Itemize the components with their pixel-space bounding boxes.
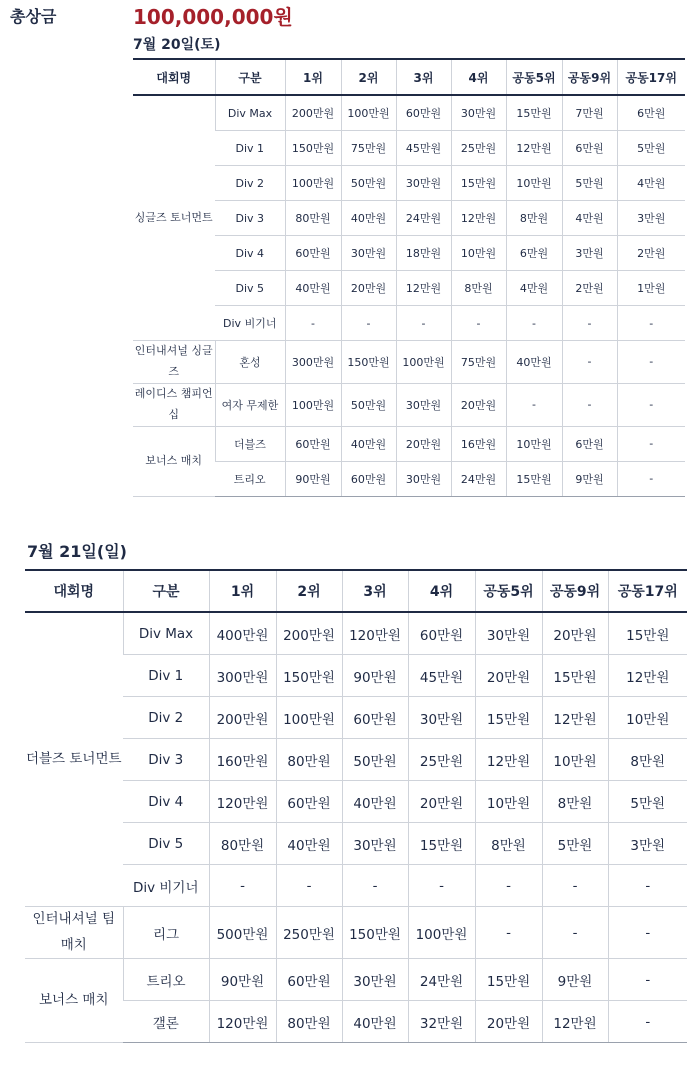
prize-cell: - xyxy=(408,865,475,907)
prize-cell: 300만원 xyxy=(209,655,276,697)
prize-cell: 15만원 xyxy=(608,612,687,655)
prize-cell: 80만원 xyxy=(285,201,341,236)
prize-cell: 15만원 xyxy=(506,95,562,131)
prize-cell: 200만원 xyxy=(285,95,341,131)
prize-cell: 100만원 xyxy=(285,166,341,201)
column-header: 2위 xyxy=(276,570,342,612)
column-header: 공동9위 xyxy=(542,570,608,612)
prize-cell: 10만원 xyxy=(542,739,608,781)
prize-cell: 100만원 xyxy=(396,341,451,384)
prize-cell: 20만원 xyxy=(408,781,475,823)
division-cell: Div 3 xyxy=(123,739,209,781)
prize-cell: 3만원 xyxy=(562,236,617,271)
prize-cell: 75만원 xyxy=(451,341,506,384)
prize-cell: 5만원 xyxy=(617,131,685,166)
prize-cell: 4만원 xyxy=(617,166,685,201)
prize-cell: - xyxy=(506,383,562,426)
prize-cell: 15만원 xyxy=(475,697,542,739)
day1-prize-table xyxy=(133,58,685,497)
prize-cell: - xyxy=(617,341,685,384)
column-header: 2위 xyxy=(341,59,396,95)
prize-cell: 8만원 xyxy=(506,201,562,236)
prize-cell: 2만원 xyxy=(562,271,617,306)
table-row xyxy=(133,236,685,271)
prize-cell: 60만원 xyxy=(342,697,408,739)
prize-cell: 12만원 xyxy=(542,697,608,739)
column-header: 1위 xyxy=(209,570,276,612)
competition-name: 인터내셔널 팀 매치 xyxy=(25,907,123,959)
prize-cell: 30만원 xyxy=(408,697,475,739)
prize-cell: 120만원 xyxy=(209,1001,276,1043)
prize-cell: 30만원 xyxy=(396,461,451,496)
prize-cell: 90만원 xyxy=(209,959,276,1001)
column-header: 4위 xyxy=(408,570,475,612)
prize-cell: 150만원 xyxy=(276,655,342,697)
prize-cell: - xyxy=(542,907,608,959)
prize-cell: 30만원 xyxy=(475,612,542,655)
column-header: 구분 xyxy=(123,570,209,612)
division-cell: 혼성 xyxy=(215,341,285,384)
prize-cell: 12만원 xyxy=(506,131,562,166)
prize-cell: - xyxy=(342,865,408,907)
day2-header-row xyxy=(25,570,687,612)
table-row xyxy=(25,655,687,697)
prize-cell: 30만원 xyxy=(342,823,408,865)
column-header: 구분 xyxy=(215,59,285,95)
day2-table-body xyxy=(25,612,687,1043)
column-header: 공동9위 xyxy=(562,59,617,95)
prize-cell: 40만원 xyxy=(285,271,341,306)
prize-cell: 25만원 xyxy=(408,739,475,781)
prize-cell: 5만원 xyxy=(608,781,687,823)
prize-cell: 40만원 xyxy=(342,1001,408,1043)
prize-cell: 45만원 xyxy=(408,655,475,697)
prize-cell: 24만원 xyxy=(396,201,451,236)
prize-cell: 60만원 xyxy=(276,781,342,823)
prize-cell: 40만원 xyxy=(341,426,396,461)
table-row xyxy=(25,907,687,959)
prize-cell: - xyxy=(285,306,341,341)
prize-cell: 100만원 xyxy=(408,907,475,959)
table-row xyxy=(133,201,685,236)
prize-cell: 18만원 xyxy=(396,236,451,271)
prize-cell: 20만원 xyxy=(542,612,608,655)
table-row xyxy=(25,1001,687,1043)
prize-cell: 6만원 xyxy=(617,95,685,131)
prize-cell: 150만원 xyxy=(341,341,396,384)
prize-cell: - xyxy=(341,306,396,341)
prize-cell: 100만원 xyxy=(276,697,342,739)
prize-cell: - xyxy=(451,306,506,341)
prize-cell: 8만원 xyxy=(608,739,687,781)
table-row xyxy=(133,426,685,461)
division-cell: Div 3 xyxy=(215,201,285,236)
competition-name: 더블즈 토너먼트 xyxy=(25,612,123,907)
prize-cell: 20만원 xyxy=(475,655,542,697)
day1-table-body xyxy=(133,95,685,496)
competition-name: 레이디스 챔피언십 xyxy=(133,383,215,426)
prize-cell: 250만원 xyxy=(276,907,342,959)
prize-cell: 40만원 xyxy=(342,781,408,823)
table-row xyxy=(133,131,685,166)
prize-cell: 20만원 xyxy=(396,426,451,461)
division-cell: Div 비기너 xyxy=(123,865,209,907)
prize-cell: 15만원 xyxy=(408,823,475,865)
prize-cell: 300만원 xyxy=(285,341,341,384)
table-row xyxy=(133,95,685,131)
prize-cell: 10만원 xyxy=(451,236,506,271)
prize-cell: - xyxy=(542,865,608,907)
prize-cell: - xyxy=(475,907,542,959)
column-header: 공동5위 xyxy=(506,59,562,95)
competition-name: 보너스 매치 xyxy=(25,959,123,1043)
prize-cell: 9만원 xyxy=(562,461,617,496)
prize-cell: - xyxy=(276,865,342,907)
prize-cell: 6만원 xyxy=(562,131,617,166)
prize-cell: 90만원 xyxy=(342,655,408,697)
prize-cell: 15만원 xyxy=(506,461,562,496)
prize-cell: - xyxy=(562,306,617,341)
prize-cell: 80만원 xyxy=(209,823,276,865)
division-cell: 리그 xyxy=(123,907,209,959)
division-cell: 트리오 xyxy=(215,461,285,496)
division-cell: Div 2 xyxy=(123,697,209,739)
prize-cell: 15만원 xyxy=(542,655,608,697)
prize-cell: - xyxy=(608,959,687,1001)
prize-cell: 25만원 xyxy=(451,131,506,166)
prize-cell: 10만원 xyxy=(608,697,687,739)
division-cell: Div Max xyxy=(215,95,285,131)
table-row xyxy=(133,306,685,341)
table-row xyxy=(25,823,687,865)
division-cell: Div 1 xyxy=(123,655,209,697)
prize-cell: 500만원 xyxy=(209,907,276,959)
prize-cell: 90만원 xyxy=(285,461,341,496)
prize-cell: 40만원 xyxy=(506,341,562,384)
prize-cell: - xyxy=(617,306,685,341)
day2-date-heading: 7월 21일(일) xyxy=(27,542,127,561)
prize-cell: - xyxy=(617,383,685,426)
prize-cell: 8만원 xyxy=(475,823,542,865)
column-header: 3위 xyxy=(396,59,451,95)
column-header: 4위 xyxy=(451,59,506,95)
prize-cell: 3만원 xyxy=(617,201,685,236)
day1-header-row xyxy=(133,59,685,95)
table-row xyxy=(25,739,687,781)
table-row xyxy=(25,865,687,907)
competition-name: 인터내셔널 싱글즈 xyxy=(133,341,215,384)
prize-cell: - xyxy=(475,865,542,907)
table-row xyxy=(133,166,685,201)
column-header: 대회명 xyxy=(133,59,215,95)
prize-cell: 400만원 xyxy=(209,612,276,655)
prize-cell: 10만원 xyxy=(506,426,562,461)
prize-cell: - xyxy=(617,426,685,461)
prize-cell: 5만원 xyxy=(562,166,617,201)
prize-cell: 10만원 xyxy=(475,781,542,823)
prize-cell: 6만원 xyxy=(562,426,617,461)
prize-cell: 60만원 xyxy=(285,236,341,271)
prize-cell: 120만원 xyxy=(209,781,276,823)
column-header: 1위 xyxy=(285,59,341,95)
prize-cell: 12만원 xyxy=(542,1001,608,1043)
prize-cell: - xyxy=(396,306,451,341)
column-header: 공동17위 xyxy=(608,570,687,612)
prize-cell: 20만원 xyxy=(341,271,396,306)
prize-cell: 60만원 xyxy=(396,95,451,131)
division-cell: Div 비기너 xyxy=(215,306,285,341)
prize-cell: 24만원 xyxy=(408,959,475,1001)
prize-cell: 160만원 xyxy=(209,739,276,781)
prize-cell: 50만원 xyxy=(342,739,408,781)
table-row xyxy=(25,612,687,655)
competition-name: 보너스 매치 xyxy=(133,426,215,496)
prize-cell: 12만원 xyxy=(396,271,451,306)
prize-cell: 12만원 xyxy=(475,739,542,781)
prize-cell: 20만원 xyxy=(475,1001,542,1043)
prize-cell: 80만원 xyxy=(276,1001,342,1043)
prize-cell: 20만원 xyxy=(451,383,506,426)
prize-cell: 3만원 xyxy=(608,823,687,865)
prize-cell: 16만원 xyxy=(451,426,506,461)
prize-cell: 60만원 xyxy=(276,959,342,1001)
prize-cell: - xyxy=(562,341,617,384)
prize-cell: 40만원 xyxy=(341,201,396,236)
table-row xyxy=(133,383,685,426)
table-row xyxy=(133,341,685,384)
table-row xyxy=(133,461,685,496)
table-row xyxy=(133,271,685,306)
prize-cell: - xyxy=(562,383,617,426)
prize-cell: 2만원 xyxy=(617,236,685,271)
prize-cell: 150만원 xyxy=(342,907,408,959)
column-header: 공동5위 xyxy=(475,570,542,612)
prize-cell: 50만원 xyxy=(341,383,396,426)
total-prize-amount: 100,000,000원 xyxy=(133,5,293,29)
prize-cell: 30만원 xyxy=(396,383,451,426)
division-cell: Div Max xyxy=(123,612,209,655)
prize-cell: 40만원 xyxy=(276,823,342,865)
prize-cell: 15만원 xyxy=(451,166,506,201)
prize-cell: 100만원 xyxy=(341,95,396,131)
prize-cell: - xyxy=(506,306,562,341)
competition-name: 싱글즈 토너먼트 xyxy=(133,95,215,341)
prize-cell: - xyxy=(608,865,687,907)
prize-cell: 7만원 xyxy=(562,95,617,131)
division-cell: 갤론 xyxy=(123,1001,209,1043)
prize-cell: 10만원 xyxy=(506,166,562,201)
division-cell: Div 5 xyxy=(215,271,285,306)
prize-cell: - xyxy=(209,865,276,907)
division-cell: 더블즈 xyxy=(215,426,285,461)
prize-cell: 60만원 xyxy=(285,426,341,461)
table-row xyxy=(25,697,687,739)
prize-cell: 60만원 xyxy=(408,612,475,655)
division-cell: Div 4 xyxy=(215,236,285,271)
prize-cell: 9만원 xyxy=(542,959,608,1001)
division-cell: Div 4 xyxy=(123,781,209,823)
prize-cell: 50만원 xyxy=(341,166,396,201)
division-cell: Div 1 xyxy=(215,131,285,166)
prize-cell: 100만원 xyxy=(285,383,341,426)
total-prize-label: 총상금 xyxy=(10,7,57,26)
prize-cell: 12만원 xyxy=(608,655,687,697)
prize-cell: - xyxy=(617,461,685,496)
prize-cell: 30만원 xyxy=(451,95,506,131)
prize-cell: 15만원 xyxy=(475,959,542,1001)
division-cell: 트리오 xyxy=(123,959,209,1001)
prize-cell: 4만원 xyxy=(562,201,617,236)
prize-cell: 80만원 xyxy=(276,739,342,781)
prize-cell: 200만원 xyxy=(276,612,342,655)
table-row xyxy=(25,959,687,1001)
prize-cell: 24만원 xyxy=(451,461,506,496)
prize-cell: 120만원 xyxy=(342,612,408,655)
prize-cell: 1만원 xyxy=(617,271,685,306)
prize-cell: 30만원 xyxy=(396,166,451,201)
prize-cell: 8만원 xyxy=(451,271,506,306)
division-cell: Div 2 xyxy=(215,166,285,201)
prize-cell: 4만원 xyxy=(506,271,562,306)
day1-date-heading: 7월 20일(토) xyxy=(133,37,221,53)
prize-cell: 12만원 xyxy=(451,201,506,236)
column-header: 공동17위 xyxy=(617,59,685,95)
prize-cell: 60만원 xyxy=(341,461,396,496)
prize-cell: 75만원 xyxy=(341,131,396,166)
prize-cell: 6만원 xyxy=(506,236,562,271)
division-cell: Div 5 xyxy=(123,823,209,865)
prize-cell: 5만원 xyxy=(542,823,608,865)
prize-cell: 45만원 xyxy=(396,131,451,166)
prize-cell: 32만원 xyxy=(408,1001,475,1043)
division-cell: 여자 무제한 xyxy=(215,383,285,426)
prize-cell: 150만원 xyxy=(285,131,341,166)
prize-cell: 30만원 xyxy=(342,959,408,1001)
prize-cell: - xyxy=(608,907,687,959)
prize-cell: 8만원 xyxy=(542,781,608,823)
column-header: 대회명 xyxy=(25,570,123,612)
table-row xyxy=(25,781,687,823)
prize-cell: - xyxy=(608,1001,687,1043)
day2-prize-table xyxy=(25,569,687,1043)
prize-cell: 200만원 xyxy=(209,697,276,739)
column-header: 3위 xyxy=(342,570,408,612)
prize-cell: 30만원 xyxy=(341,236,396,271)
